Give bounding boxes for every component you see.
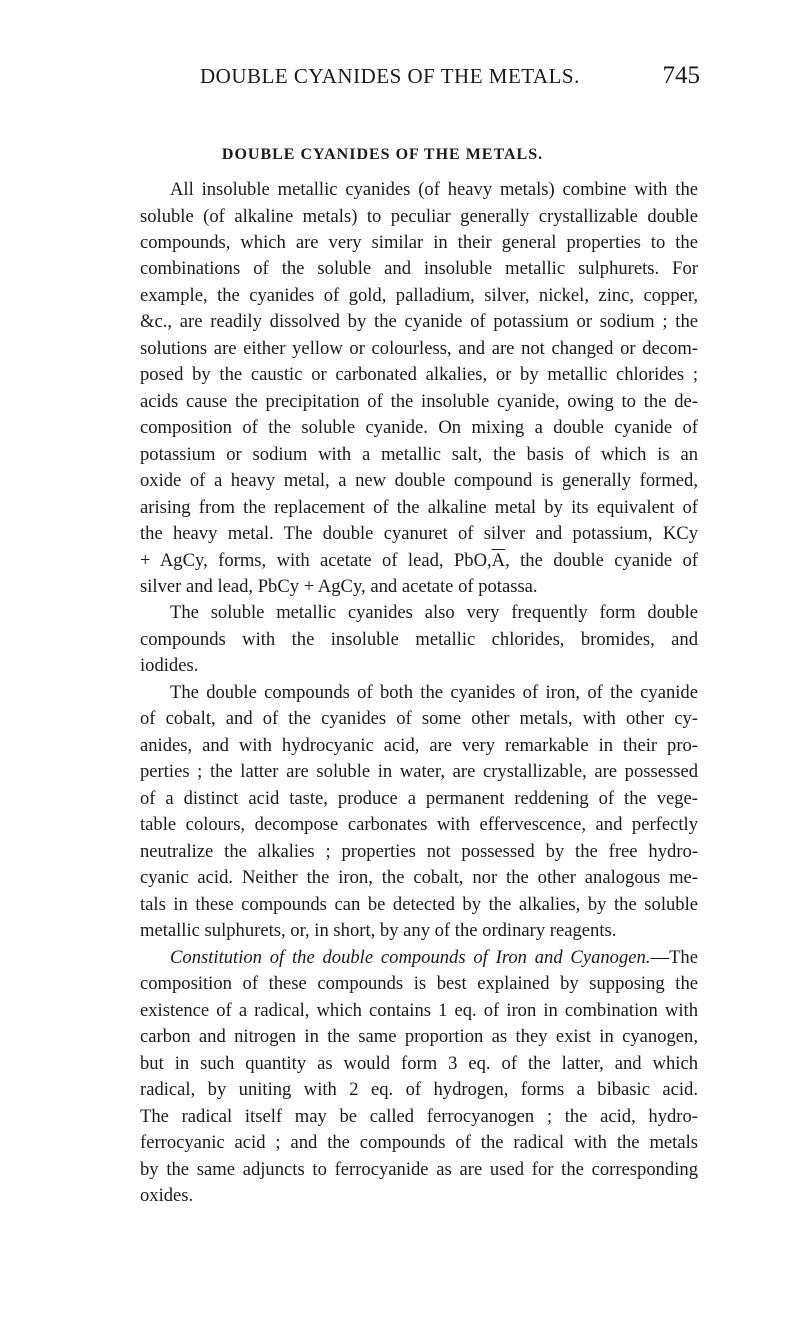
text-line: carbon and nitrogen in the same proportion as they exist in cyanogen, (140, 1026, 698, 1047)
formula-text-a: + AgCy, forms, with acetate of lead, PbO, (140, 550, 492, 571)
text-line: composition of the soluble cyanide. On mixing a double cyanide of (140, 417, 698, 438)
text-line: oxide of a heavy metal, a new double compound is generally formed, (140, 470, 698, 491)
text-line: arising from the replacement of the alkaline metal by its equivalent of (140, 497, 698, 518)
text-line: tals in these compounds can be detected by the alkalies, by the soluble (140, 894, 698, 915)
text-line: existence of a radical, which contains 1 eq. of iron in combination with (140, 1000, 698, 1021)
page-number: 745 (662, 62, 700, 89)
text-line: silver and lead, PbCy + AgCy, and acetate of potassa. (140, 576, 538, 597)
text-line: neutralize the alkalies ; properties not possessed by the free hydro- (140, 841, 698, 862)
text-line: compounds with the insoluble metallic chlorides, bromides, and (140, 629, 698, 650)
text-line: ferrocyanic acid ; and the compounds of the radical with the metals (140, 1132, 698, 1153)
running-head (200, 62, 700, 102)
text-line: compounds, which are very similar in their general properties to the (140, 232, 698, 253)
subsection-heading: Constitution of the double compounds of Iron and Cyanogen. (170, 947, 651, 968)
text-line: All insoluble metallic cyanides (of heavy metals) combine with the (170, 179, 698, 200)
text-line: acids cause the precipitation of the insoluble cyanide, owing to the de- (140, 391, 698, 412)
text-line: &c., are readily dissolved by the cyanide of potassium or sodium ; the (140, 311, 698, 332)
text-line: combinations of the soluble and insoluble metallic sulphurets. For (140, 258, 698, 279)
text-line: The soluble metallic cyanides also very frequently form double (170, 602, 698, 623)
text-line: example, the cyanides of gold, palladium, silver, nickel, zinc, copper, (140, 285, 698, 306)
text-line: of a distinct acid taste, produce a permanent reddening of the vege- (140, 788, 698, 809)
text-line: metallic sulphurets, or, in short, by any of the ordinary reagents. (140, 920, 617, 941)
text-line: oxides. (140, 1185, 194, 1206)
text-run: —The (650, 947, 698, 968)
running-title: DOUBLE CYANIDES OF THE METALS. (200, 64, 580, 88)
section-title: DOUBLE CYANIDES OF THE METALS. (221, 146, 544, 163)
text-line: but in such quantity as would form 3 eq. of the latter, and which (140, 1053, 698, 1074)
text-line: iodides. (140, 655, 199, 676)
text-line: solutions are either yellow or colourless, and are not changed or decom- (140, 338, 698, 359)
text-line: table colours, decompose carbonates with effervescence, and perfectly (140, 814, 698, 835)
text-line: posed by the caustic or carbonated alkalies, or by metallic chlorides ; (140, 364, 698, 385)
text-line: of cobalt, and of the cyanides of some other metals, with other cy- (140, 708, 698, 729)
text-line: potassium or sodium with a metallic salt, the basis of which is an (140, 444, 698, 465)
text-line: soluble (of alkaline metals) to peculiar generally crystallizable double (140, 206, 698, 227)
text-line: The radical itself may be called ferrocyanogen ; the acid, hydro- (140, 1106, 698, 1127)
subsection-heading-line (170, 945, 698, 971)
text-line: cyanic acid. Neither the iron, the cobalt, nor the other analogous me- (140, 867, 698, 888)
text-line: by the same adjuncts to ferrocyanide as are used for the corresponding (140, 1159, 698, 1180)
formula-line (140, 548, 698, 574)
formula-text-b: , the double cyanide of (505, 550, 698, 571)
text-line: perties ; the latter are soluble in water, are crystallizable, are possessed (140, 761, 698, 782)
text-line: The double compounds of both the cyanides of iron, of the cyanide (170, 682, 698, 703)
text-line: anides, and with hydrocyanic acid, are very remarkable in their pro- (140, 735, 698, 756)
text-line: radical, by uniting with 2 eq. of hydrogen, forms a bibasic acid. (140, 1079, 698, 1100)
formula-overbar: $\overline{A}$ (491, 550, 506, 571)
text-line: composition of these compounds is best explained by supposing the (140, 973, 698, 994)
text-line: the heavy metal. The double cyanuret of silver and potassium, KCy (140, 523, 698, 544)
